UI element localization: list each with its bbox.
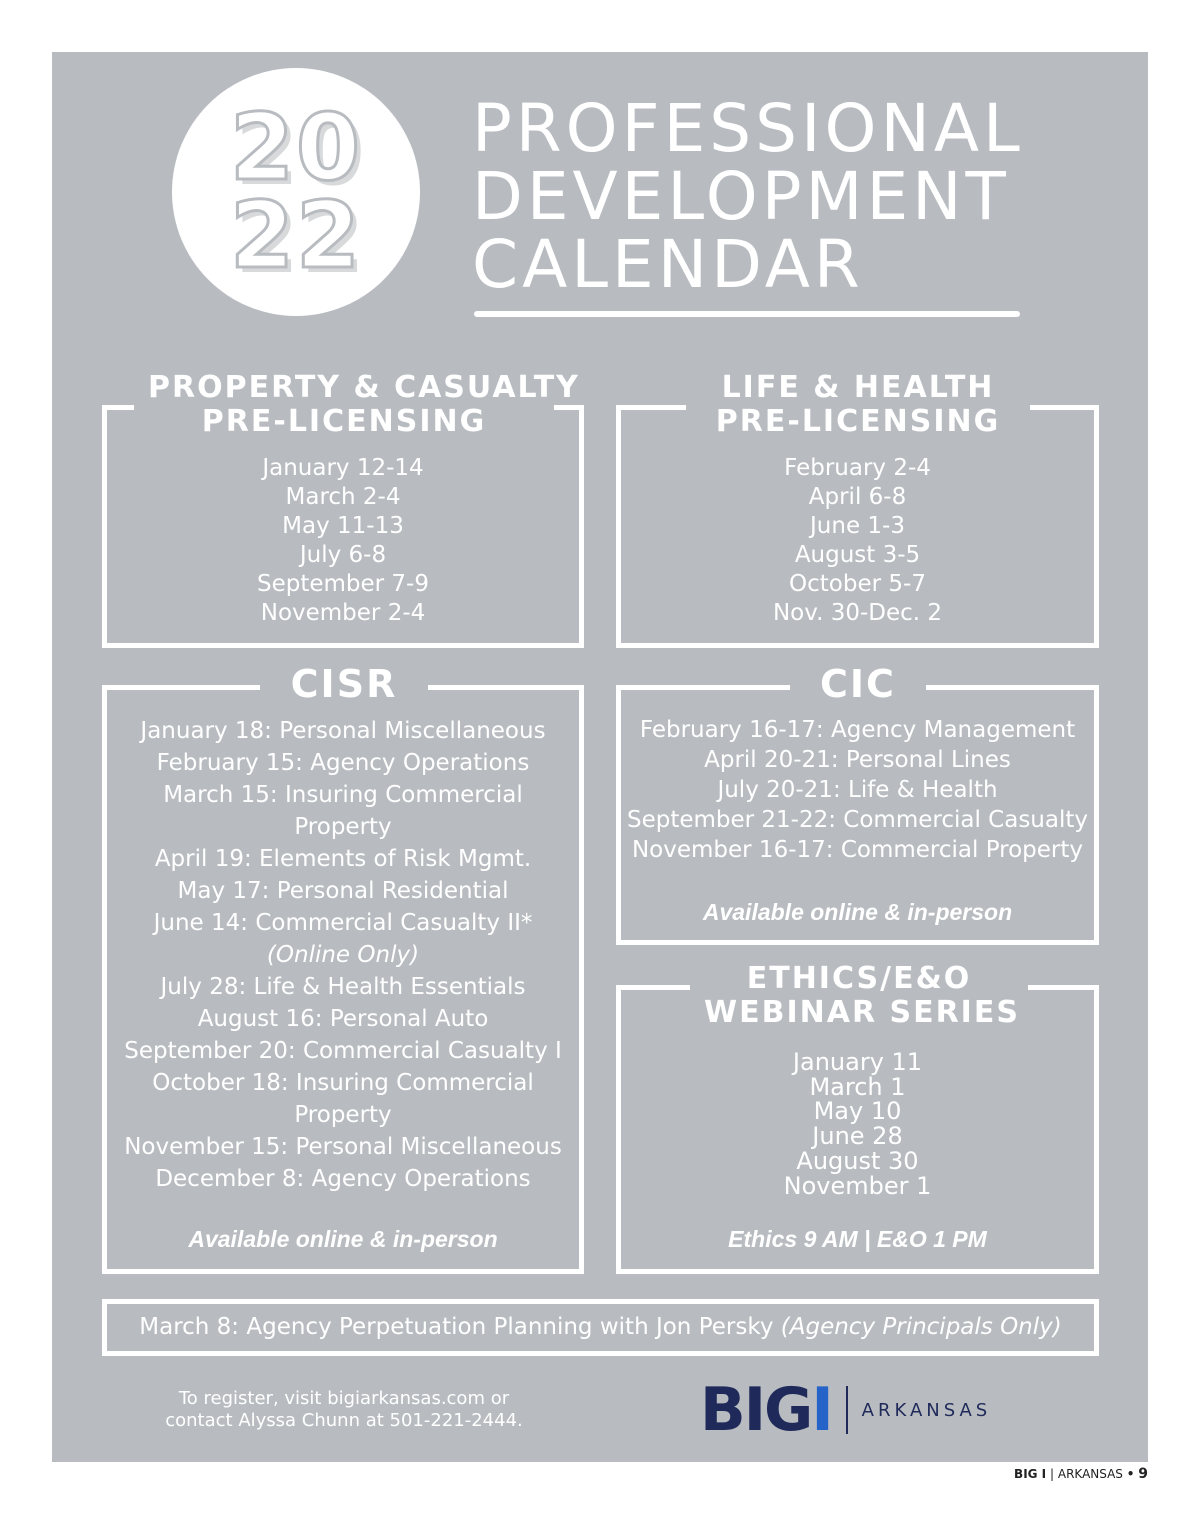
list-item: Property [294, 814, 392, 840]
list-item: August 16: Personal Auto [197, 1006, 489, 1032]
brand-state: ARKANSAS [861, 1399, 992, 1421]
list-item: July 6-8 [299, 542, 387, 568]
list-item: April 20-21: Personal Lines [704, 747, 1011, 773]
footer-separator: | [1049, 1467, 1055, 1481]
registration-line-2: contact Alyssa Chunn at 501-221-2444. [165, 1410, 523, 1431]
list-item: March 1 [809, 1072, 906, 1101]
cisr-course-list [107, 715, 579, 1195]
list-item: November 2-4 [260, 600, 426, 626]
list-item: August 3-5 [794, 542, 921, 568]
cisr-box [102, 685, 584, 1274]
list-item: November 15: Personal Miscellaneous [124, 1134, 562, 1160]
ethics-heading-line-2: WEBINAR SERIES [704, 995, 1020, 1030]
perpetuation-planning-banner [102, 1299, 1099, 1356]
list-item: April 6-8 [808, 484, 907, 510]
cic-availability-note: Available online & in-person [702, 899, 1013, 925]
list-item: January 12-14 [262, 455, 424, 481]
lh-heading-line-1: LIFE & HEALTH [721, 370, 995, 405]
list-item: July 20-21: Life & Health [717, 777, 998, 803]
page-title-line-2: DEVELOPMENT [472, 158, 1010, 235]
ethics-heading [690, 962, 1028, 1030]
cic-heading: CIC [790, 662, 926, 706]
cisr-heading: CISR [260, 662, 428, 706]
page-footer [1014, 1466, 1148, 1482]
ethics-heading-line-1: ETHICS/E&O [746, 961, 972, 996]
page-number: 9 [1138, 1466, 1148, 1482]
logo-year-bottom: 22 [229, 182, 363, 289]
lh-prelicensing-box [616, 405, 1099, 648]
pc-heading-line-2: PRE-LICENSING [201, 404, 487, 439]
logo-year-top: 20 [229, 94, 363, 201]
brand-big: BIG [700, 1375, 812, 1445]
cic-box [616, 685, 1099, 945]
pc-heading-line-1: PROPERTY & CASUALTY [148, 370, 580, 405]
list-item: June 14: Commercial Casualty II* [153, 910, 533, 936]
list-item: January 18: Personal Miscellaneous [140, 718, 546, 744]
title-underline [474, 311, 1020, 317]
pc-prelicensing-box [102, 405, 584, 648]
banner-text: March 8: Agency Perpetuation Planning with Jon Persky [139, 1314, 781, 1340]
list-item: September 7-9 [256, 571, 429, 597]
brand-i: I [811, 1375, 832, 1445]
footer-state: ARKANSAS [1057, 1467, 1123, 1481]
list-item: March 2-4 [285, 484, 401, 510]
list-item: February 2-4 [784, 455, 931, 481]
cisr-availability-note: Available online & in-person [188, 1226, 498, 1252]
list-item: March 15: Insuring Commercial [163, 782, 523, 808]
year-logo [172, 68, 420, 316]
cic-course-list [621, 715, 1094, 865]
list-item: July 28: Life & Health Essentials [160, 974, 526, 1000]
lh-date-list [621, 454, 1094, 628]
lh-heading [686, 371, 1030, 439]
pc-date-list [107, 454, 579, 628]
list-item: December 8: Agency Operations [155, 1166, 531, 1192]
lh-heading-line-2: PRE-LICENSING [715, 404, 1001, 439]
pc-heading [134, 370, 580, 439]
list-item: September 20: Commercial Casualty I [124, 1038, 562, 1064]
ethics-date-list [621, 1050, 1094, 1198]
big-i-arkansas-logo [700, 1375, 992, 1445]
banner-audience: (Agency Principals Only) [780, 1314, 1062, 1340]
list-item: February 15: Agency Operations [156, 750, 530, 776]
registration-line-1: To register, visit bigiarkansas.com or [178, 1388, 510, 1409]
list-item: August 30 [796, 1146, 919, 1175]
list-item: May 17: Personal Residential [177, 878, 509, 904]
list-item: (Online Only) [266, 942, 420, 968]
list-item: Nov. 30-Dec. 2 [772, 600, 943, 626]
list-item: February 16-17: Agency Management [639, 717, 1076, 743]
page-title-line-3: CALENDAR [472, 226, 864, 303]
ethics-time-note: Ethics 9 AM | E&O 1 PM [728, 1226, 987, 1252]
list-item: November 1 [783, 1171, 932, 1200]
list-item: April 19: Elements of Risk Mgmt. [154, 846, 532, 872]
list-item: October 5-7 [789, 571, 926, 597]
list-item: November 16-17: Commercial Property [631, 837, 1084, 863]
list-item: Property [294, 1102, 392, 1128]
list-item: May 10 [813, 1097, 902, 1126]
list-item: September 21-22: Commercial Casualty [626, 807, 1089, 833]
brand-divider [846, 1386, 848, 1434]
list-item: January 11 [792, 1048, 923, 1076]
footer-bullet: • [1126, 1467, 1135, 1481]
footer-brand: BIG I [1014, 1467, 1047, 1481]
list-item: October 18: Insuring Commercial [152, 1070, 534, 1096]
list-item: June 1-3 [810, 513, 905, 539]
list-item: May 11-13 [282, 513, 404, 539]
list-item: June 28 [812, 1122, 903, 1151]
page-title-line-1: PROFESSIONAL [472, 90, 1024, 167]
registration-info [150, 1388, 538, 1432]
